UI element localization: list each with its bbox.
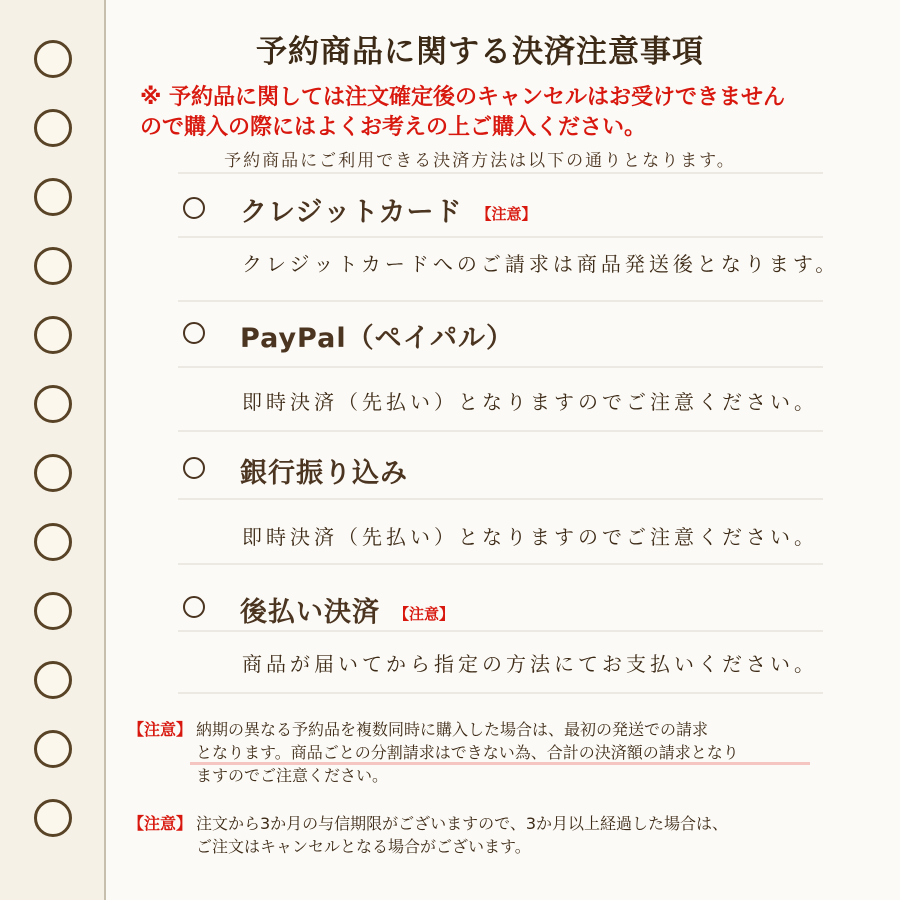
warning-line-1: ※ 予約品に関しては注文確定後のキャンセルはお受けできません (140, 85, 786, 110)
method-paypal-desc: 即時決済（先払い）となりますのでご注意ください。 (242, 390, 818, 414)
note-line: 納期の異なる予約品を複数同時に購入した場合は、最初の発送での請求 (196, 720, 709, 739)
caution-note-2 (128, 812, 848, 860)
method-deferred-payment-title (240, 590, 454, 629)
ruled-line (178, 498, 823, 500)
method-deferred-payment-desc: 商品が届いてから指定の方法にてお支払いください。 (242, 652, 818, 676)
circle-icon (183, 457, 205, 479)
page-title: 予約商品に関する決済注意事項 (256, 34, 704, 70)
binding-hole (34, 523, 72, 561)
caution-badge: 【注意】 (394, 605, 455, 623)
method-bank-transfer-desc: 即時決済（先払い）となりますのでご注意ください。 (242, 525, 818, 549)
caution-tag: 【注意】 (128, 720, 193, 739)
binding-hole (34, 109, 72, 147)
method-name: 後払い決済 (240, 597, 380, 628)
binding-hole (34, 316, 72, 354)
note-line: 注文から3か月の与信期限がございますので、3か月以上経過した場合は、 (196, 814, 729, 833)
binding-hole (34, 247, 72, 285)
caution-badge: 【注意】 (476, 205, 537, 223)
ruled-line (178, 430, 823, 432)
circle-icon (183, 596, 205, 618)
binding-hole (34, 592, 72, 630)
ruled-line (178, 630, 823, 632)
notebook-binding (0, 0, 106, 900)
method-credit-card-desc: クレジットカードへのご請求は商品発送後となります。 (242, 252, 840, 276)
ruled-line (178, 563, 823, 565)
method-paypal-title: PayPal（ペイパル） (240, 323, 515, 354)
ruled-line (178, 692, 823, 694)
binding-hole (34, 454, 72, 492)
ruled-line (178, 172, 823, 174)
warning-line-2: ので購入の際にはよくお考えの上ご購入ください。 (140, 115, 647, 140)
circle-icon (183, 197, 205, 219)
ruled-line (178, 300, 823, 302)
binding-hole (34, 730, 72, 768)
note-body (196, 812, 846, 858)
method-bank-transfer-title: 銀行振り込み (240, 458, 408, 489)
method-name: クレジットカード (240, 197, 463, 228)
ruled-line (178, 236, 823, 238)
note-line: ますのでご注意ください。 (196, 766, 389, 785)
intro-text: 予約商品にご利用できる決済方法は以下の通りとなります。 (224, 151, 736, 171)
caution-note-1 (128, 718, 848, 790)
binding-hole (34, 385, 72, 423)
note-body (196, 718, 846, 787)
caution-tag: 【注意】 (128, 814, 193, 833)
circle-icon (183, 322, 205, 344)
note-line: となります。商品ごとの分割請求はできない為、合計の決済額の請求となり (196, 743, 739, 762)
binding-hole (34, 799, 72, 837)
binding-hole (34, 661, 72, 699)
ruled-line (178, 366, 823, 368)
method-credit-card-title (240, 190, 537, 229)
note-line: ご注文はキャンセルとなる場合がございます。 (196, 837, 531, 856)
binding-hole (34, 178, 72, 216)
